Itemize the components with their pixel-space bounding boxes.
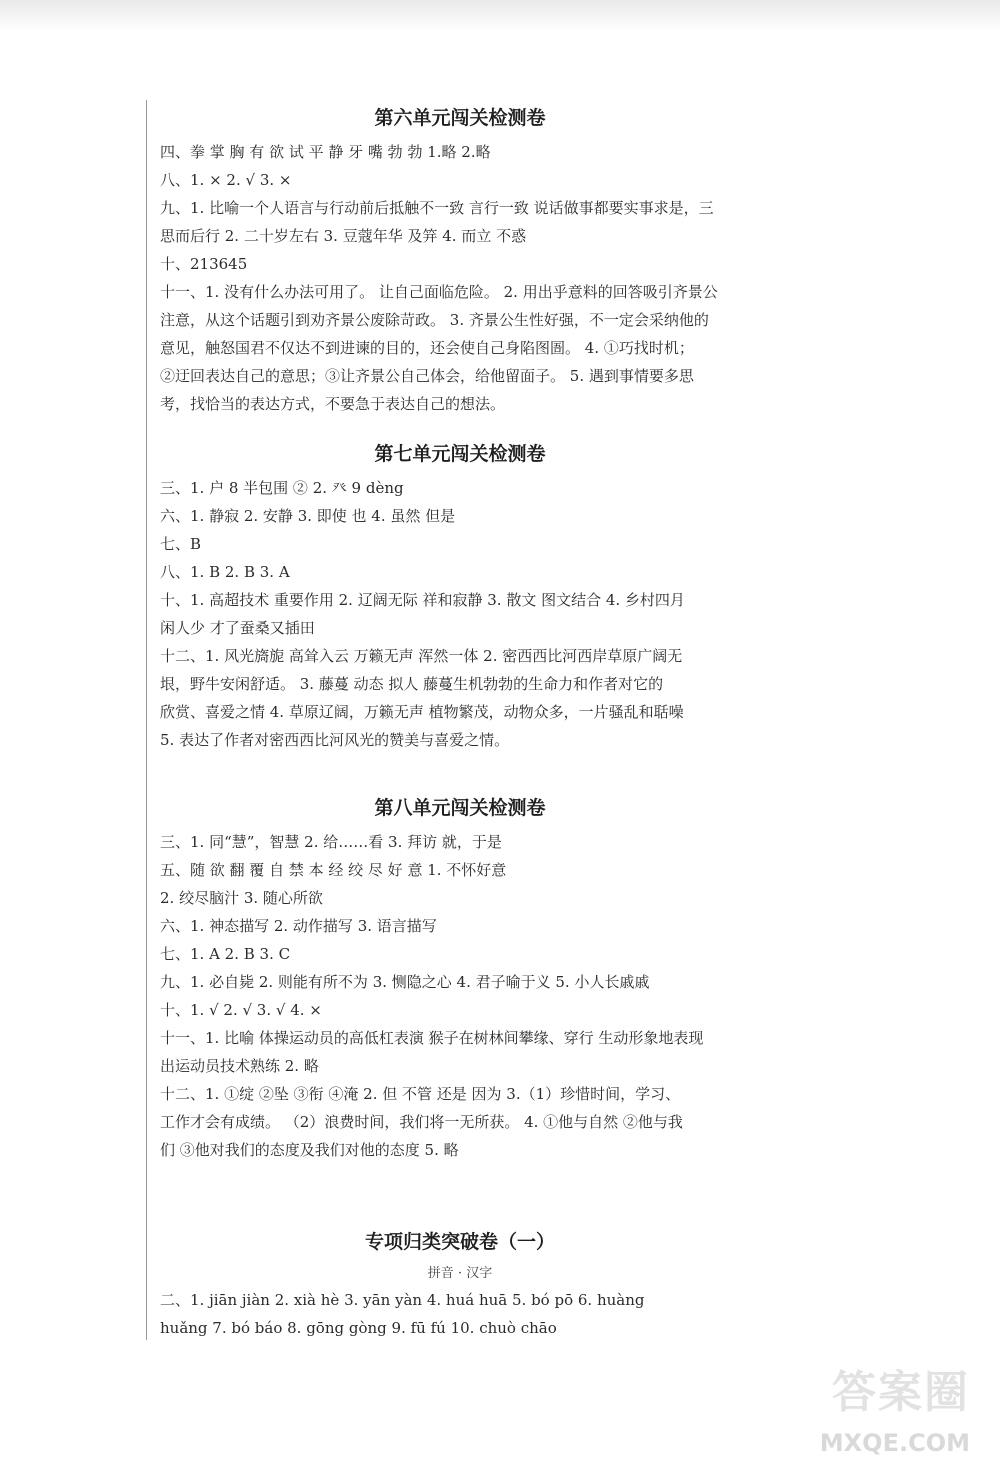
margin-divider: [146, 100, 147, 1340]
answer-line: 思而后行 2. 二十岁左右 3. 豆蔻年华 及笄 4. 而立 不惑: [160, 227, 527, 245]
answer-line: 意见，触怒国君不仅达不到进谏的目的，还会使自己身陷图圄。 4. ①巧找时机；: [160, 339, 694, 357]
section-title-unit7: 第七单元闯关检测卷: [374, 443, 546, 465]
answer-line: 三、1. 户 8 半包围 ② 2. 癶 9 dèng: [160, 479, 404, 497]
answer-line: ②迂回表达自己的意思；③让齐景公自己体会，给他留面子。 5. 遇到事情要多思: [160, 367, 694, 385]
answer-line: 六、1. 静寂 2. 安静 3. 即使 也 4. 虽然 但是: [160, 507, 456, 525]
watermark: [790, 1361, 970, 1461]
answer-line: huǎng 7. bó báo 8. gōng gòng 9. fū fú 10. chuò chāo: [160, 1319, 557, 1337]
answer-sheet: [160, 98, 760, 1342]
answer-line: 八、1. B 2. B 3. A: [160, 563, 290, 581]
answer-line: 2. 绞尽脑汁 3. 随心所欲: [160, 889, 323, 907]
section-subtitle: 拼音 · 汉字: [427, 1266, 493, 1281]
answer-line: 八、1. × 2. √ 3. ×: [160, 171, 292, 189]
answer-line: 垠，野牛安闲舒适。 3. 藤蔓 动态 拟人 藤蔓生机勃勃的生命力和作者对它的: [160, 675, 664, 693]
answer-line: 三、1. 同“慧”，智慧 2. 给……看 3. 拜访 就，于是: [160, 833, 502, 851]
answer-line: 十一、1. 没有什么办法可用了。 让自己面临危险。 2. 用出乎意料的回答吸引齐景公: [160, 283, 718, 301]
answer-line: 六、1. 神态描写 2. 动作描写 3. 语言描写: [160, 917, 437, 935]
answer-line: 四、拳 掌 胸 有 欲 试 平 静 牙 嘴 勃 勃 1.略 2.略: [160, 143, 491, 161]
scan-shadow-band: [0, 0, 1000, 30]
watermark-url: MXQE.COM: [819, 1429, 970, 1457]
section-title-unit8: 第八单元闯关检测卷: [374, 797, 546, 819]
section-title-special-1: 专项归类突破卷（一）: [364, 1231, 555, 1253]
answer-line: 十、213645: [160, 255, 248, 273]
answer-line: 工作才会有成绩。 （2）浪费时间，我们将一无所获。 4. ①他与自然 ②他与我: [160, 1113, 683, 1131]
answer-line: 九、1. 比喻一个人语言与行动前后抵触不一致 言行一致 说话做事都要实事求是，三: [160, 199, 714, 217]
answer-line: 注意，从这个话题引到劝齐景公废除苛政。 3. 齐景公生性好强，不一定会采纳他的: [160, 311, 709, 329]
answer-line: 闲人少 才了蚕桑又插田: [160, 619, 315, 637]
answer-line: 十二、1. 风光旖旎 高耸入云 万籁无声 浑然一体 2. 密西西比河西岸草原广阔无: [160, 647, 683, 665]
answer-line: 十、1. 高超技术 重要作用 2. 辽阔无际 祥和寂静 3. 散文 图文结合 4. 乡村四月: [160, 591, 685, 609]
section-title-unit6: 第六单元闯关检测卷: [374, 107, 546, 129]
answer-line: 们 ③他对我们的态度及我们对他的态度 5. 略: [160, 1141, 459, 1159]
answer-line: 十、1. √ 2. √ 3. √ 4. ×: [160, 1001, 322, 1019]
answer-line: 七、1. A 2. B 3. C: [160, 945, 291, 963]
answer-line: 考，找恰当的表达方式，不要急于表达自己的想法。: [160, 395, 506, 413]
watermark-logo: 答案圈: [832, 1367, 970, 1418]
answer-line: 出运动员技术熟练 2. 略: [160, 1057, 319, 1075]
answer-line: 5. 表达了作者对密西西比河风光的赞美与喜爱之情。: [160, 731, 510, 749]
answer-line: 二、1. jiān jiàn 2. xià hè 3. yān yàn 4. huá huā 5. bó pō 6. huàng: [160, 1291, 645, 1309]
answer-line: 五、随 欲 翻 覆 自 禁 本 经 绞 尽 好 意 1. 不怀好意: [160, 861, 507, 879]
answer-line: 欣赏、喜爱之情 4. 草原辽阔，万籁无声 植物繁茂，动物众多，一片骚乱和聒噪: [160, 703, 684, 721]
answer-line: 十一、1. 比喻 体操运动员的高低杠表演 猴子在树林间攀缘、穿行 生动形象地表现: [160, 1029, 704, 1047]
answer-line: 九、1. 必自毙 2. 则能有所不为 3. 恻隐之心 4. 君子喻于义 5. 小人长戚戚: [160, 973, 650, 991]
answer-line: 十二、1. ①绽 ②坠 ③衔 ④淹 2. 但 不管 还是 因为 3.（1）珍惜时间，学习、: [160, 1085, 681, 1103]
answer-line: 七、B: [160, 535, 202, 553]
